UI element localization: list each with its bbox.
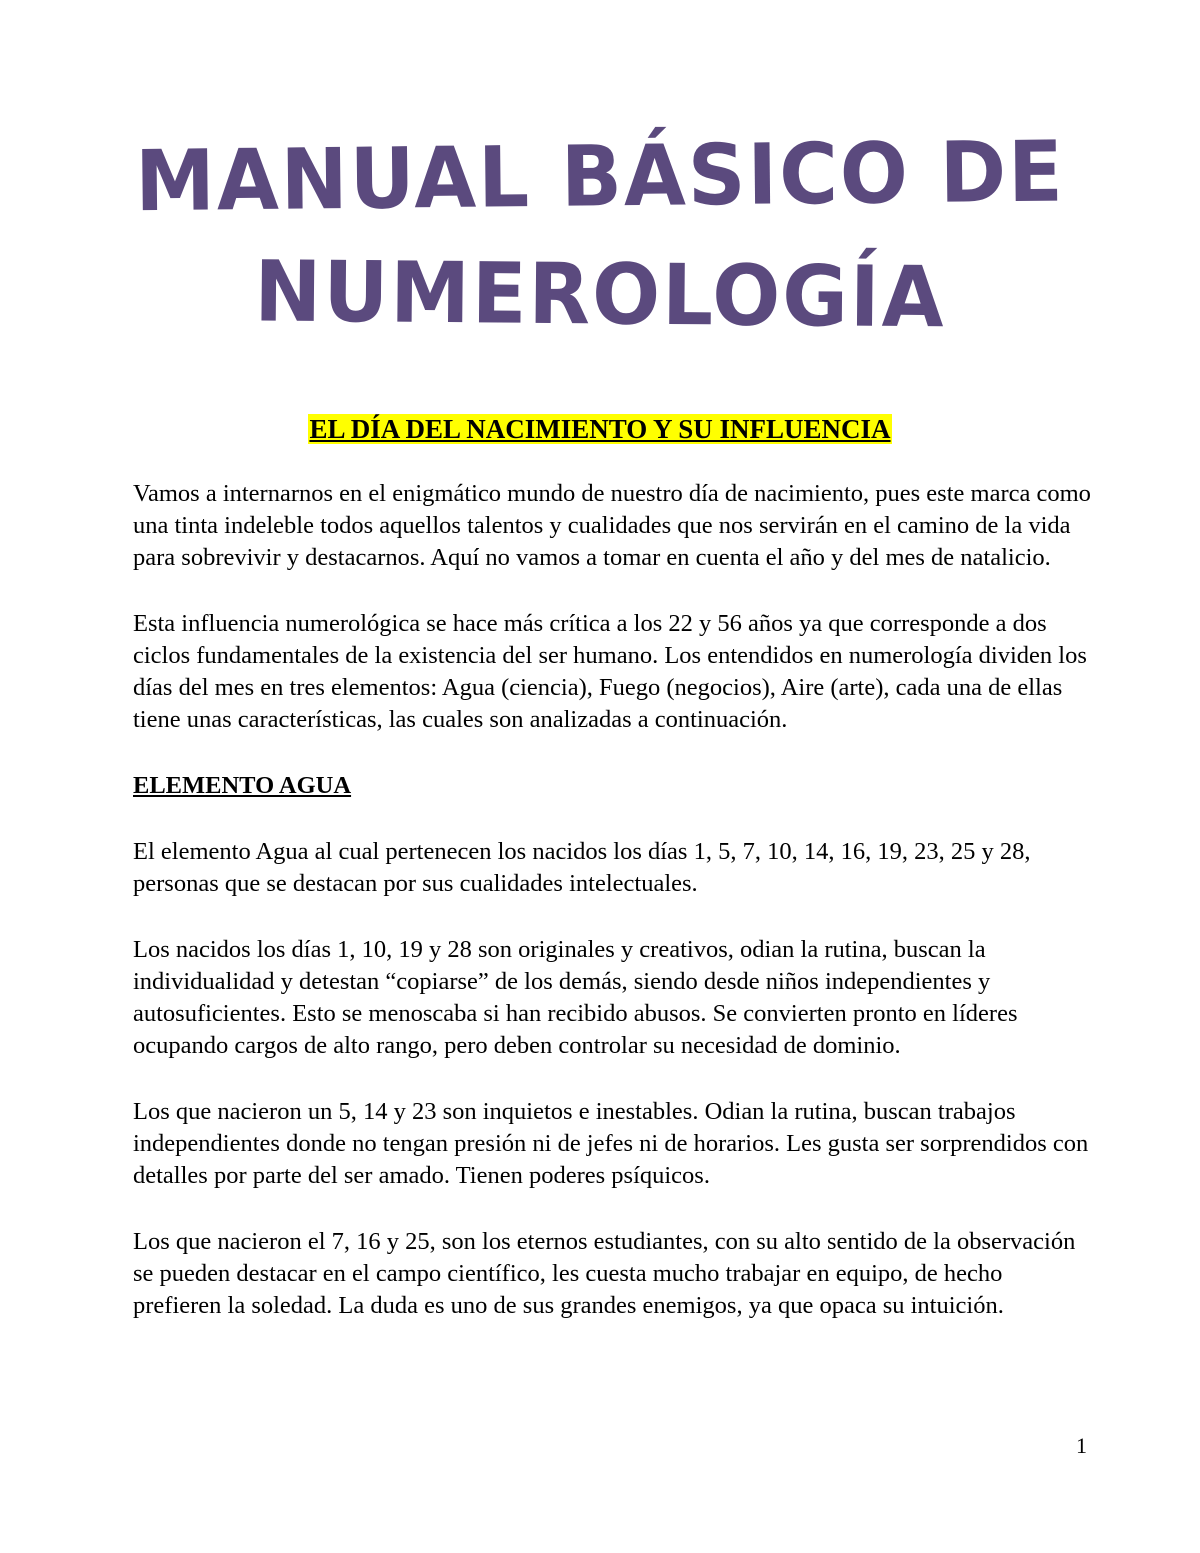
intro-paragraph-1: Vamos a internarnos en el enigmático mundo de nuestro día de nacimiento, pues este marca como una tinta indeleble todos aquellos talentos y cualidades que nos servirán en el camino de la vida para sobrevivir y destacarnos. Aquí no vamos a tomar en cuenta el año y del mes de natalicio. — [133, 480, 1091, 571]
subtitle-text: EL DÍA DEL NACIMIENTO Y SU INFLUENCIA — [309, 414, 891, 444]
intro-paragraph-2: Esta influencia numerológica se hace más crítica a los 22 y 56 años ya que corresponde a dos ciclos fundamentales de la existencia del ser humano. Los entendidos en numerología dividen los días del mes en tres elementos: Agua (ciencia), Fuego (negocios), Aire (arte), cada una de ellas tiene unas características, las cuales son analizadas a continuación. — [133, 610, 1087, 733]
highlighted-subtitle — [0, 412, 1200, 446]
section-paragraph-3: Los que nacieron un 5, 14 y 23 son inquietos e inestables. Odian la rutina, buscan trabajos independientes donde no tengan presión ni de jefes ni de horarios. Les gusta ser sorprendidos con detalles por parte del ser amado. Tienen poderes psíquicos. — [133, 1098, 1089, 1189]
title-line-1: MANUAL BÁSICO DE — [134, 122, 1066, 231]
document-title — [120, 118, 1080, 354]
section-heading-elemento-agua: ELEMENTO AGUA — [133, 772, 352, 799]
section-paragraph-2: Los nacidos los días 1, 10, 19 y 28 son originales y creativos, odian la rutina, buscan la individualidad y detestan “copiarse” de los demás, siendo desde niños independientes y autosuficientes. Esto se menoscaba si han recibido abusos. Se convierten pronto en líderes ocupando cargos de alto rango, pero deben controlar su necesidad de dominio. — [133, 936, 1018, 1059]
title-line-2: NUMEROLOGÍA — [253, 242, 947, 347]
section-paragraph-4: Los que nacieron el 7, 16 y 25, son los eternos estudiantes, con su alto sentido de la observación se pueden destacar en el campo científico, les cuesta mucho trabajar en equipo, de hecho prefieren la soledad. La duda es uno de sus grandes enemigos, ya que opaca su intuición. — [133, 1228, 1076, 1319]
section-paragraph-1: El elemento Agua al cual pertenecen los nacidos los días 1, 5, 7, 10, 14, 16, 19, 23, 25 y 28, personas que se destacan por sus cualidades intelectuales. — [133, 838, 1031, 897]
page-number: 1 — [1076, 1433, 1087, 1458]
document-body — [133, 478, 1093, 1356]
